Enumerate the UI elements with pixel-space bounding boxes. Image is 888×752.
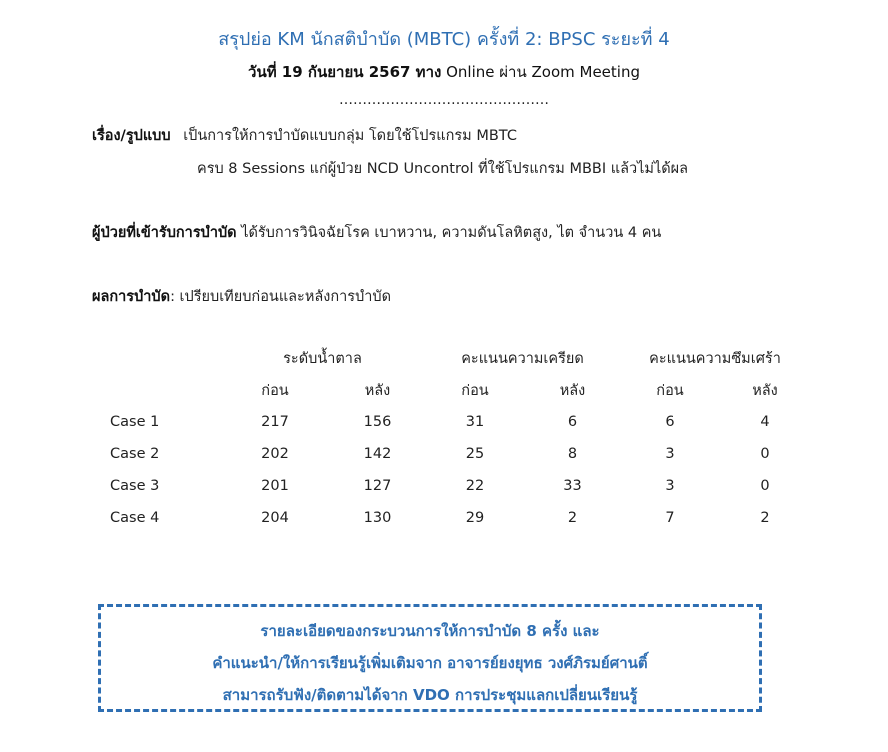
results-line xyxy=(92,285,391,308)
results-table xyxy=(110,342,810,534)
results-label: ผลการบำบัด xyxy=(92,289,171,305)
topic-text-1: เป็นการให้การบำบัดแบบกลุ่ม โดยใช้โปรแกรม MBTC xyxy=(183,128,517,144)
table-row xyxy=(110,470,810,502)
table-row xyxy=(110,502,810,534)
table-subheader-row xyxy=(110,374,810,406)
table-row xyxy=(110,406,810,438)
table-cell: 202 xyxy=(261,446,289,462)
table-cell: 25 xyxy=(465,446,485,462)
table-cell: 29 xyxy=(465,510,485,526)
topic-label: เรื่อง/รูปแบบ xyxy=(92,128,171,144)
subheader: ก่อน xyxy=(656,382,684,399)
case-label: Case 4 xyxy=(110,510,160,526)
table-cell: 3 xyxy=(665,478,675,494)
table-cell: 2 xyxy=(567,510,578,526)
table-cell: 142 xyxy=(363,446,392,462)
group-header-sugar: ระดับน้ำตาล xyxy=(283,350,362,367)
table-group-header-row xyxy=(110,342,810,374)
subheader: หลัง xyxy=(752,382,778,399)
meeting-date: วันที่ 19 กันยายน 2567 ทาง xyxy=(248,63,442,81)
meeting-platform: Online ผ่าน Zoom Meeting xyxy=(446,63,640,81)
table-cell: 33 xyxy=(563,478,582,494)
case-label: Case 1 xyxy=(110,414,160,430)
case-label: Case 2 xyxy=(110,446,160,462)
info-line-3: สามารถรับฟัง/ติดตามได้จาก VDO การประชุมแลกเปลี่ยนเรียนรู้ xyxy=(222,686,638,704)
results-text: : เปรียบเทียบก่อนและหลังการบำบัด xyxy=(170,289,392,305)
table-cell: 127 xyxy=(363,478,392,494)
table-cell: 0 xyxy=(760,446,770,462)
case-label: Case 3 xyxy=(110,478,160,494)
patients-label: ผู้ป่วยที่เข้ารับการบำบัด xyxy=(92,225,237,241)
meeting-date-line xyxy=(0,60,888,84)
table-cell: 217 xyxy=(261,414,289,430)
info-box xyxy=(98,604,762,712)
table-cell: 130 xyxy=(363,510,392,526)
patients-line xyxy=(92,221,661,244)
group-header-depression: คะแนนความซึมเศร้า xyxy=(649,350,781,367)
table-cell: 31 xyxy=(465,414,485,430)
table-cell: 6 xyxy=(567,414,578,430)
subheader: หลัง xyxy=(559,382,586,399)
separator: ……………………………………… xyxy=(339,92,549,108)
table-cell: 2 xyxy=(760,510,770,526)
table-cell: 6 xyxy=(665,414,675,430)
table-cell: 7 xyxy=(665,510,675,526)
info-line-2: คำแนะนำ/ให้การเรียนรู้เพิ่มเติมจาก อาจารย์ยงยุทธ วงศ์ภิรมย์ศานติ์ xyxy=(212,654,648,672)
table-cell: 204 xyxy=(261,510,289,526)
table-cell: 156 xyxy=(363,414,392,430)
subheader: ก่อน xyxy=(461,382,489,399)
info-line-1: รายละเอียดของกระบวนการให้การบำบัด 8 ครั้ง และ xyxy=(260,622,600,640)
subheader: หลัง xyxy=(364,382,391,399)
patients-text: ได้รับการวินิจฉัยโรค เบาหวาน, ความดันโลหิตสูง, ไต จำนวน 4 คน xyxy=(241,225,662,241)
table-cell: 3 xyxy=(665,446,675,462)
subheader: ก่อน xyxy=(261,382,289,399)
topic-text-2: ครบ 8 Sessions แก่ผู้ป่วย NCD Uncontrol ที่ใช้โปรแกรม MBBI แล้วไม่ได้ผล xyxy=(197,161,689,177)
table-cell: 0 xyxy=(760,478,770,494)
page-title: สรุปย่อ KM นักสติบำบัด (MBTC) ครั้งที่ 2: BPSC ระยะที่ 4 xyxy=(218,29,670,50)
table-cell: 4 xyxy=(760,414,770,430)
topic-line-1 xyxy=(92,124,517,147)
group-header-stress: คะแนนความเครียด xyxy=(461,350,584,367)
table-cell: 201 xyxy=(261,478,289,494)
table-cell: 22 xyxy=(465,478,485,494)
table-row xyxy=(110,438,810,470)
table-cell: 8 xyxy=(567,446,578,462)
